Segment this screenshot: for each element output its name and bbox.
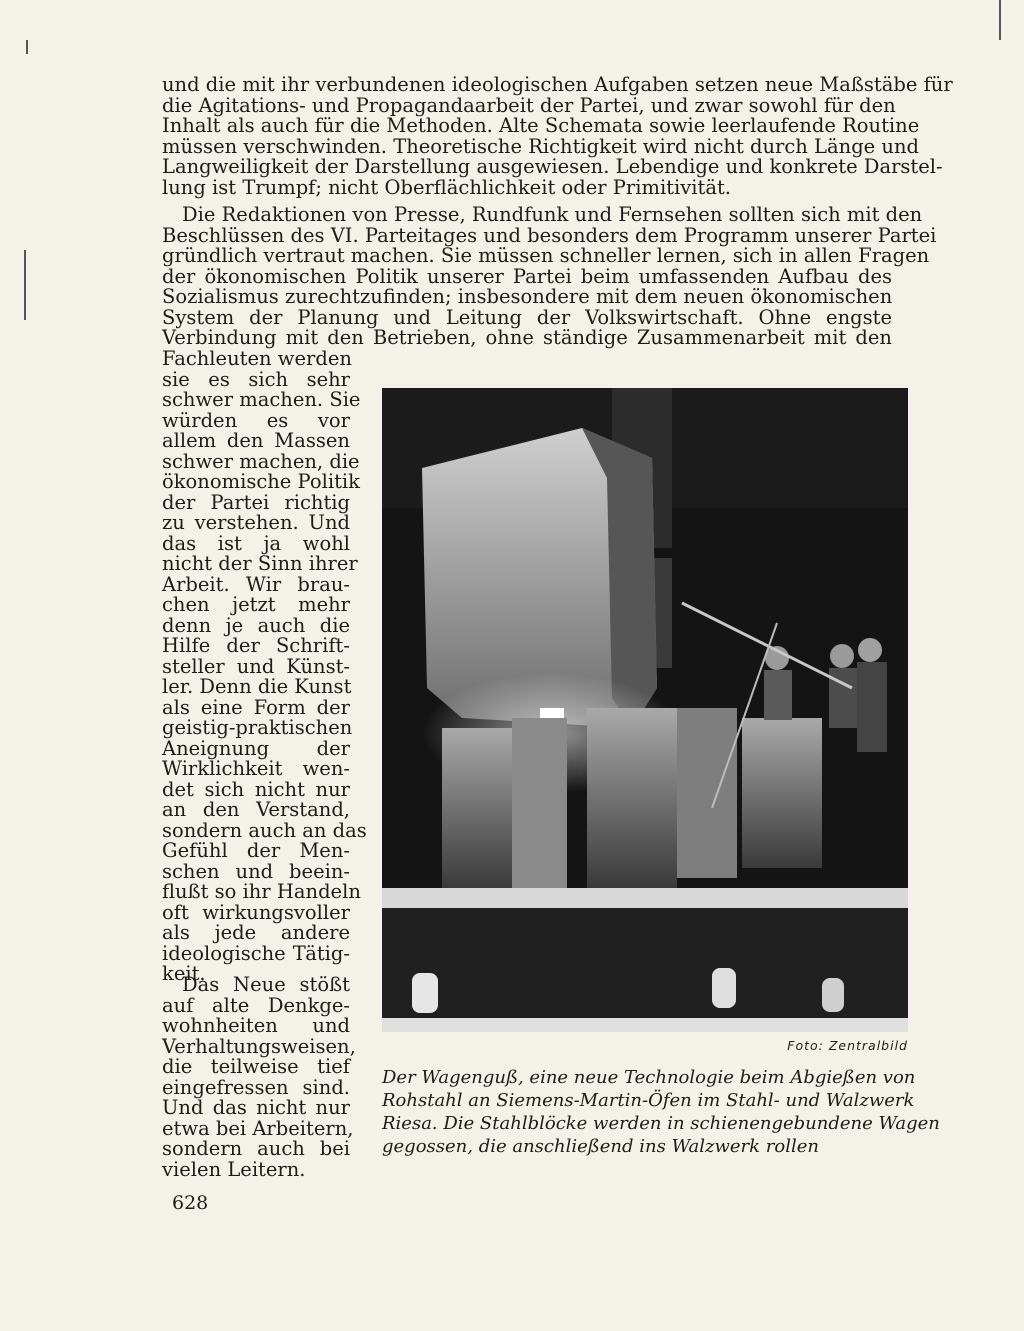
text-line: wohnheiten und bbox=[162, 1014, 350, 1037]
text-line: Verbindung mit den Betrieben, ohne ständige Zusammenarbeit mit den bbox=[162, 326, 892, 349]
text-line: Wirklichkeit wen- bbox=[162, 757, 350, 780]
text-line: lung ist Trumpf; nicht Oberflächlichkeit oder Primitivität. bbox=[162, 175, 732, 199]
text-line: schwer machen, die bbox=[162, 449, 360, 473]
text-line: Inhalt als auch für die Methoden. Alte Schemata sowie leerlaufende Routine bbox=[162, 114, 920, 137]
text-line: Gefühl der Men- bbox=[162, 839, 350, 862]
text-line: denn je auch die bbox=[162, 613, 350, 637]
text-line: etwa bei Arbeitern, bbox=[162, 1116, 354, 1140]
text-line: Die Redaktionen von Presse, Rundfunk und Fernsehen sollten sich mit den bbox=[182, 203, 923, 226]
text-line: der Partei richtig bbox=[162, 490, 350, 514]
photo-credit: Foto: Zentralbild bbox=[787, 1038, 908, 1053]
text-line: Und das nicht nur bbox=[162, 1096, 350, 1119]
text-line: schwer machen. Sie bbox=[162, 388, 361, 411]
scan-mark bbox=[24, 250, 26, 320]
text-line: auf alte Denkge- bbox=[162, 993, 350, 1017]
text-line: der ökonomischen Politik unserer Partei beim umfassenden Aufbau des bbox=[162, 264, 892, 288]
text-line: oft wirkungsvoller bbox=[162, 900, 350, 924]
text-line: und die mit ihr verbundenen ideologischen Aufgaben setzen neue Maßstäbe für bbox=[162, 73, 953, 96]
photo-illustration bbox=[382, 388, 908, 1032]
text-line: Arbeit. Wir brau- bbox=[162, 572, 350, 596]
paragraph-1 bbox=[162, 73, 953, 199]
text-line: chen jetzt mehr bbox=[162, 593, 350, 616]
text-line: geistig-praktischen bbox=[162, 716, 353, 739]
page-number: 628 bbox=[172, 1192, 209, 1214]
text-line: das ist ja wohl bbox=[162, 531, 350, 555]
text-line: Verhaltungsweisen, bbox=[162, 1034, 356, 1058]
text-line: Rohstahl an Siemens-Martin-Öfen im Stahl- und Walzwerk bbox=[382, 1090, 915, 1111]
text-line: zu verstehen. Und bbox=[162, 511, 350, 534]
text-line: eingefressen sind. bbox=[162, 1075, 350, 1099]
text-line: würden es vor bbox=[162, 408, 350, 432]
side-column-1 bbox=[162, 347, 367, 985]
text-line: Fachleuten werden bbox=[162, 347, 352, 370]
steel-casting-photo bbox=[382, 388, 908, 1032]
text-line: ideologische Tätig- bbox=[162, 941, 350, 965]
text-line: gründlich vertraut machen. Sie müssen schneller lernen, sich in allen Fragen bbox=[162, 244, 930, 267]
text-line: allem den Massen bbox=[162, 429, 350, 452]
text-line: als jede andere bbox=[162, 921, 350, 944]
text-line: det sich nicht nur bbox=[162, 777, 350, 801]
text-line: Riesa. Die Stahlblöcke werden in schienengebundene Wagen bbox=[382, 1113, 940, 1134]
text-line: vielen Leitern. bbox=[162, 1157, 306, 1181]
text-line: an den Verstand, bbox=[162, 798, 350, 821]
text-line: Der Wagenguß, eine neue Technologie beim Abgießen von bbox=[382, 1067, 916, 1088]
paragraph-2 bbox=[162, 203, 937, 349]
text-line: nicht der Sinn ihrer bbox=[162, 552, 358, 575]
photo-caption bbox=[382, 1066, 940, 1158]
text-line: die Agitations- und Propagandaarbeit der Partei, und zwar sowohl für den bbox=[162, 93, 896, 117]
text-line: die teilweise tief bbox=[162, 1055, 350, 1078]
text-line: müssen verschwinden. Theoretische Richtigkeit wird nicht durch Länge und bbox=[162, 134, 920, 158]
text-line: ökonomische Politik bbox=[162, 470, 360, 493]
scan-mark bbox=[26, 40, 28, 54]
text-line: sondern auch bei bbox=[162, 1137, 350, 1160]
text-line: gegossen, die anschließend ins Walzwerk rollen bbox=[382, 1136, 819, 1157]
text-line: flußt so ihr Handeln bbox=[162, 880, 361, 903]
text-line: ler. Denn die Kunst bbox=[162, 675, 352, 698]
text-line: Das Neue stößt bbox=[182, 973, 350, 996]
text-line: Sozialismus zurechtzufinden; insbesondere mit dem neuen ökonomischen bbox=[162, 285, 893, 308]
text-line: Beschlüssen des VI. Parteitages und besonders dem Programm unserer Partei bbox=[162, 223, 937, 247]
text-line: Aneignung der bbox=[162, 736, 350, 760]
text-line: schen und beein- bbox=[162, 859, 350, 883]
text-line: keit. bbox=[162, 962, 206, 985]
scan-mark bbox=[999, 0, 1001, 40]
text-line: als eine Form der bbox=[162, 695, 350, 719]
text-line: Langweiligkeit der Darstellung ausgewiesen. Lebendige und konkrete Darstel- bbox=[162, 155, 943, 178]
text-line: sondern auch an das bbox=[162, 818, 367, 842]
text-line: System der Planung und Leitung der Volkswirtschaft. Ohne engste bbox=[162, 305, 892, 329]
text-line: Hilfe der Schrift- bbox=[162, 634, 350, 657]
text-line: steller und Künst- bbox=[162, 654, 350, 678]
text-line: sie es sich sehr bbox=[162, 367, 350, 391]
